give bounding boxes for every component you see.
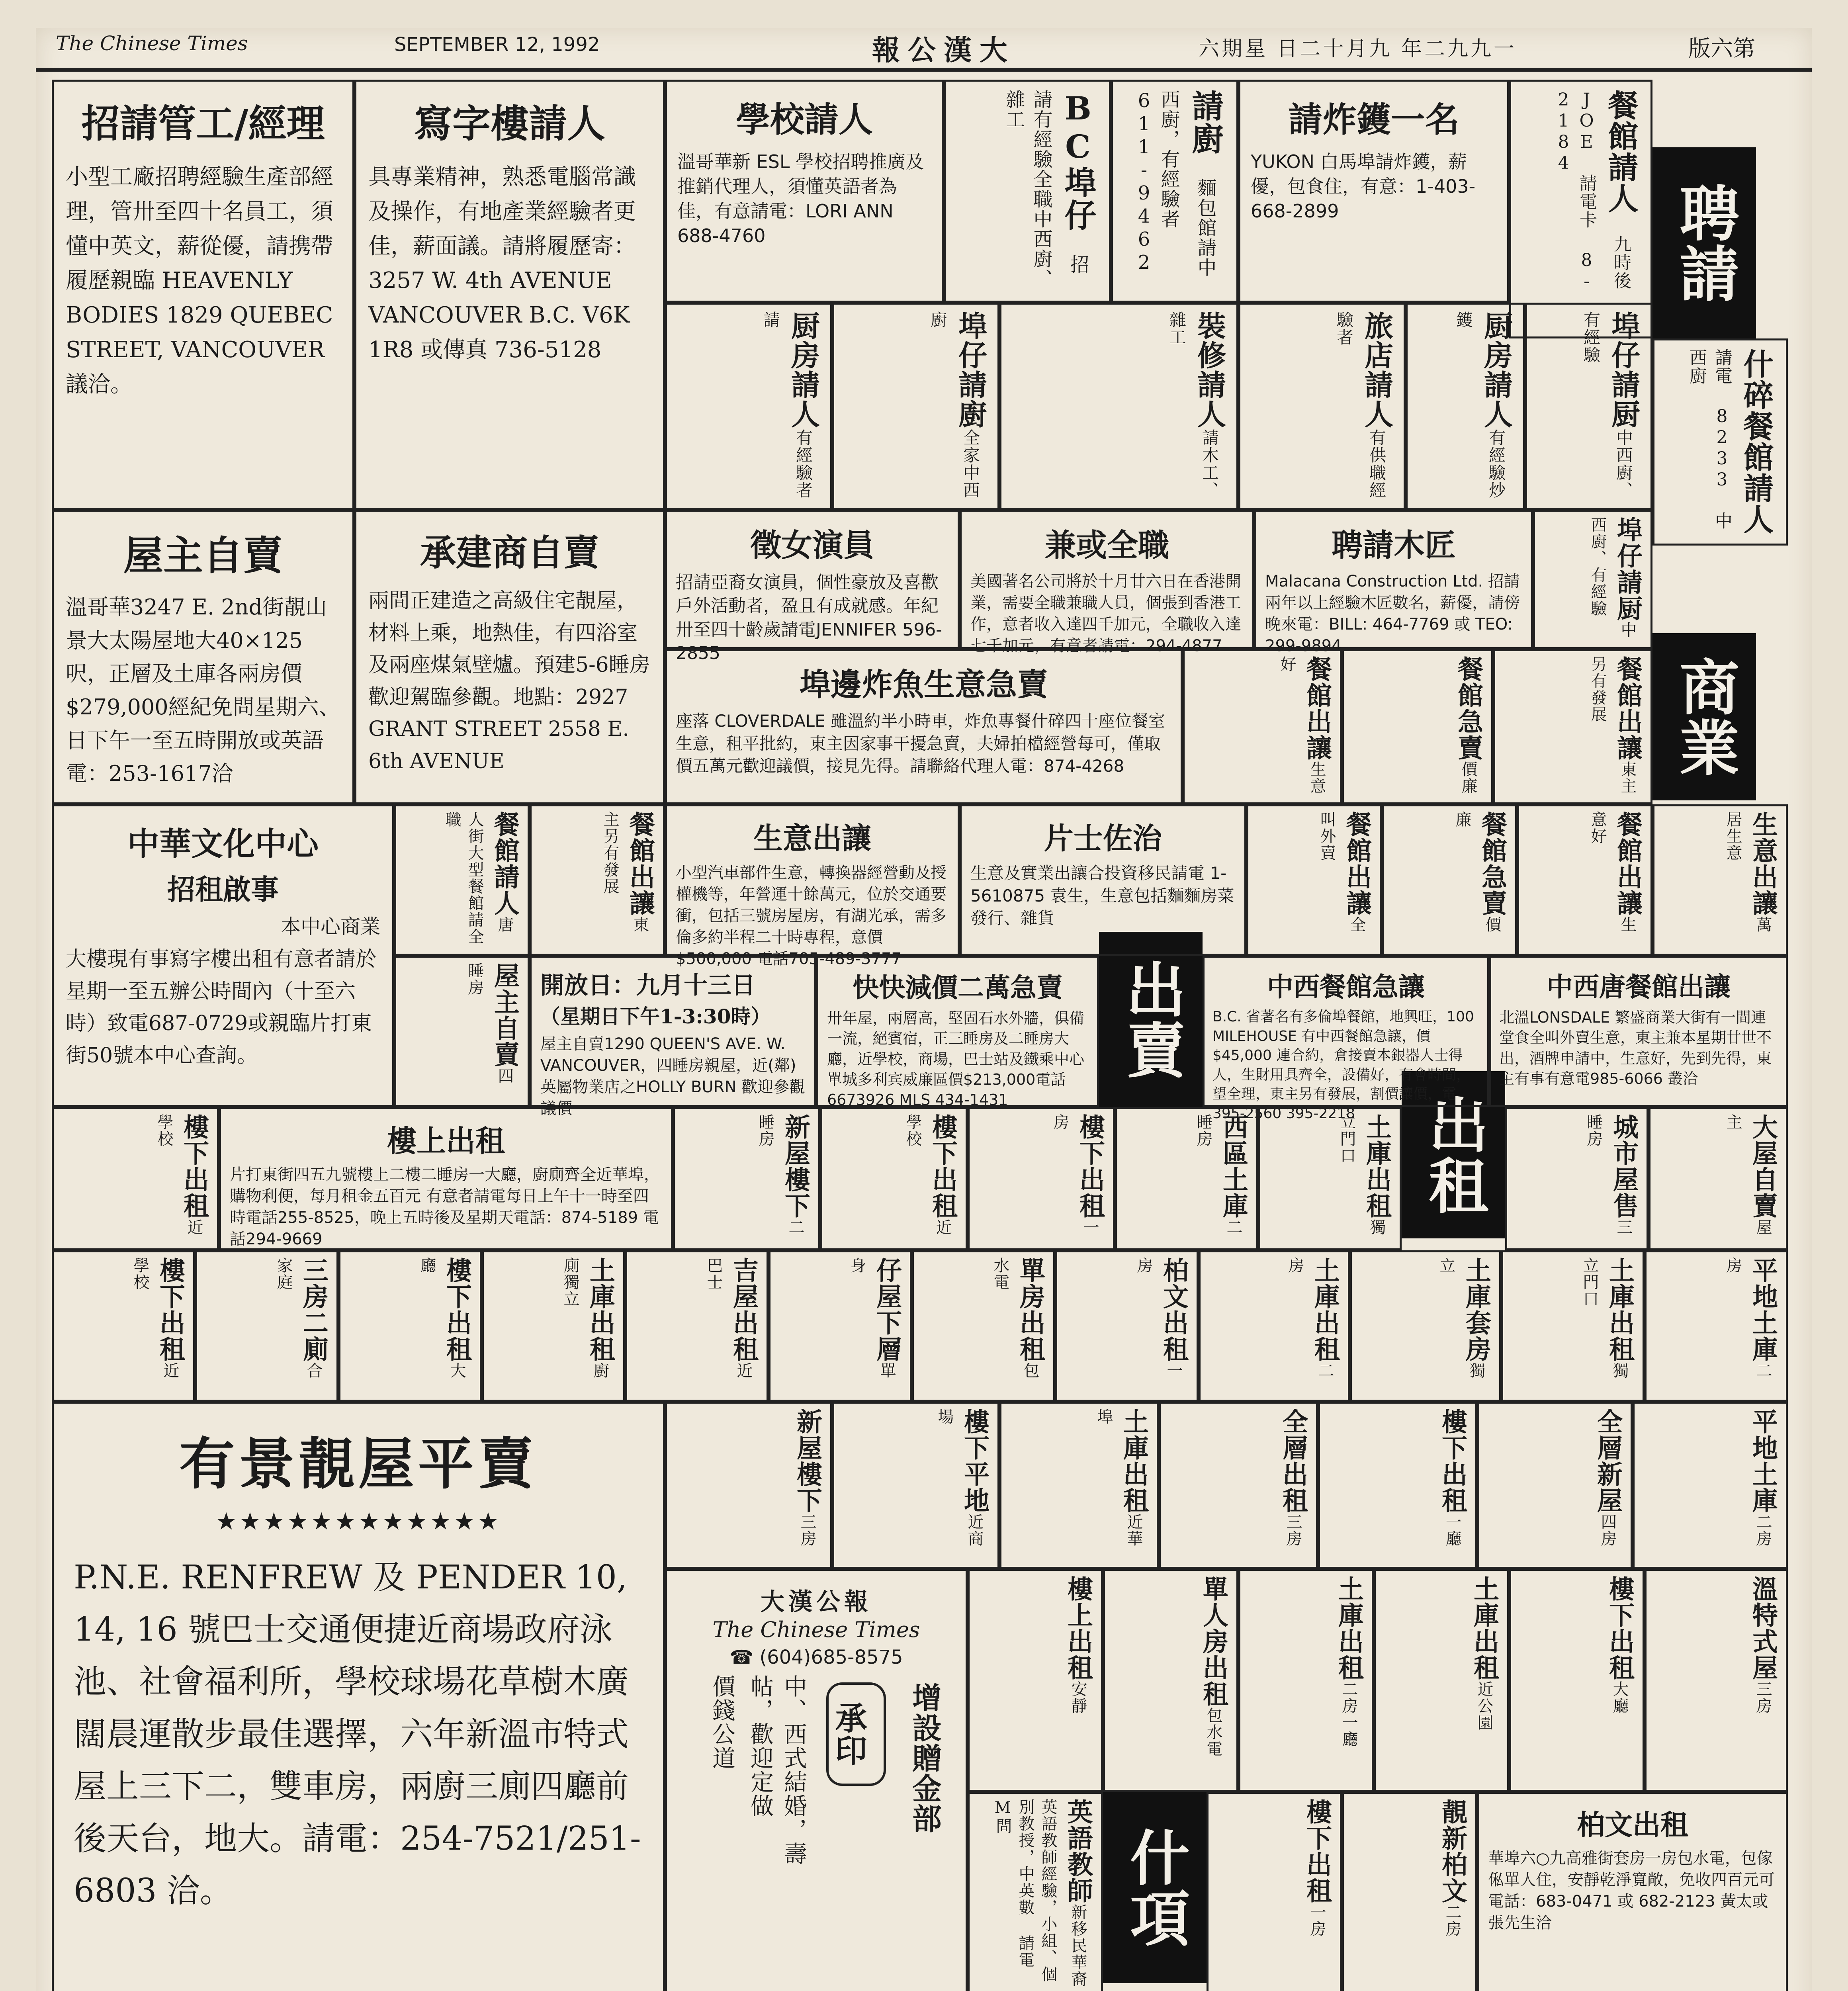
ad-part-full-time [960,510,1254,655]
grid-ad-body: 三房 [1754,1681,1772,1714]
grid-ad-body: 安靜 [1069,1681,1087,1714]
grid-ads-rent-row1b [1505,1107,1788,1250]
grid-ad-title: 餐館出讓 [1342,811,1372,916]
ad-carpenter [1254,510,1533,655]
grid-ad-body: 四房 [1598,1514,1617,1547]
grid-ads-business-1 [1183,649,1652,804]
grid-ad-body: 大廳 [418,1257,466,1379]
ad-fish-fry-title: 埠邊炸魚生意急賣 [799,667,1048,703]
ad-business-transfer-title: 生意出讓 [753,821,871,856]
masthead-paper-name-zh: 報公漢大 [872,33,1015,66]
ct-col-1: 中、西式結婚，壽帖，歡迎定做 [747,1674,807,1866]
grid-ad-body: 四睡房 [465,962,514,1084]
ad-upstairs-rent [219,1107,673,1250]
grid-ad [968,1569,1103,1792]
ad-part-full-time-body: 美國著名公司將於十月廿六日在香港開業，需要全職兼職人員，個張到香港工作，意者收入達四千加元，全職收入達七千加元，有意者請電：294-4877 [970,572,1241,655]
grid-ad [394,956,530,1107]
grid-ad [1505,1107,1649,1250]
ad-bc-cook [944,80,1111,303]
grid-ad-title: 旅店請人 [1360,311,1394,429]
grid-ad [195,1250,338,1402]
grid-ad [1183,649,1342,804]
grid-ad [1159,1402,1318,1569]
ad-contractor-sale-body: 兩間正建造之高級住宅靚屋，材料上乘，地熱佳，有四浴室及兩座煤氣壁爐。預建5-6睡房歡迎駕臨參觀。地點：2927 GRANT STREET 2558 E. 6th AVENUE [368,589,650,773]
ad-restaurant-wanted-body: 九時後 JOE 請電卡 8-2184 [1553,90,1631,292]
ad-fish-fry-body: 座落 CLOVERDALE 雖溫約半小時車，炸魚專餐什碎四十座位餐室生意，租平批約，東主因家事干擾急賣，夫婦拍檔經營每可，僅取價五萬元歡迎議價，接見先得。請聯絡代理人電：874-4268 [676,711,1165,776]
grid-ad [1525,303,1652,510]
grid-ad [665,303,832,510]
grid-ad-body: 生意好 [1278,656,1326,794]
grid-ad [832,1402,999,1569]
ad-chop-suey-body: 請電 8233 中西廚 [1686,348,1732,530]
ad-owner-sale-title: 屋主自賣 [123,532,283,579]
grid-ad-body: 二房 [1724,1257,1772,1379]
grid-ad [1115,1107,1258,1250]
grid-ad [1055,1250,1199,1402]
grid-ad-title: 厨房請人 [786,311,820,429]
masthead-date-en: SEPTEMBER 12, 1992 [394,33,600,56]
grid-ad [1652,804,1788,956]
ad-fast-discount-title: 快快減價二萬急賣 [853,972,1063,1003]
ad-chinese-school [1477,1792,1788,1991]
grid-ad-body: 價廉 [1459,761,1477,794]
grid-ad-title: 全層新屋 [1593,1408,1623,1514]
grid-ad-title: 大屋自賣 [1748,1114,1778,1219]
ad-fry-cook [1238,80,1509,303]
ad-business-transfer [665,804,960,968]
grid-ad-body: 合家庭 [274,1257,323,1379]
grid-ad [1633,1402,1788,1569]
grid-ad-title: 靚新柏文 [1437,1799,1467,1904]
ad-office-body: 具專業精神，熟悉電腦常識及操作，有地產業經驗者更佳，薪面議。請將履歷寄：3257 W. 4th AVENUE VANCOUVER B.C. V6K 1R8 或傳真 736-5128 [368,164,636,363]
grid-ad-body: 萬居生意 [1724,811,1772,933]
grid-ad [999,1402,1159,1569]
grid-ad-body: 廚廁獨立 [561,1257,609,1379]
ad-lonsdale-restaurant-body: 北溫LONSDALE 繁盛商業大街有一間連堂食全叫外賣生意，東主兼本星期廿世不出，酒牌申請中，生意好，先到先得，東主有事有意電985-6066 叢洽 [1499,1009,1772,1087]
grid-ad [1493,649,1652,804]
grid-ad-body: 一廳 [1443,1514,1461,1547]
grid-ad-body: 近華埠 [1095,1408,1143,1547]
grid-ad-body: 三房 [798,1514,816,1547]
grid-ad-body: 東主另有發展 [1588,656,1637,794]
grid-ad-title: 餐館急賣 [1453,656,1483,761]
phone-icon: ☎ [729,1646,754,1668]
grid-ad-body: 屋主 [1724,1114,1772,1236]
grid-ad [1645,1569,1788,1792]
grid-ad-body: 一房 [1134,1257,1183,1379]
grid-ads-rent-row2 [52,1250,1788,1402]
grid-ad-title: 平地土庫 [1748,1257,1778,1362]
newspaper-page [36,28,1812,1991]
grid-ads-business-2 [1246,804,1788,956]
ad-western-restaurant-body: B.C. 省著名有多倫埠餐館，地興旺，100 MILEHOUSE 有中西餐館急讓，價$45,000 連合約，倉接賣本銀器人士得人，生財用具齊全，設備好，有會時間，望全理，東主另有發展，割價讓價，電395-2560 395-2218 [1212,1009,1474,1122]
ad-manager-title: 招請管工/經理 [81,101,325,146]
grid-ad-title: 樓下出租 [1075,1114,1105,1219]
ad-school [665,80,944,303]
grid-ad-title: 樓下出租 [928,1114,958,1219]
category-business: 商業 [1652,633,1756,800]
grid-ad-body: 中西廚、有經驗 [1581,311,1633,499]
grid-ad [338,1250,482,1402]
category-for-sale: 出賣 [1099,932,1203,1107]
grid-ad [1509,1569,1645,1792]
grid-ad [1246,804,1382,956]
category-for-rent: 出租 [1402,1071,1505,1238]
grid-ad-title: 土庫出租 [1605,1257,1635,1362]
grid-ad-title: 土庫出租 [1334,1576,1364,1681]
ad-manager-body: 小型工廠招聘經驗生產部經理，管卅至四十名員工，須懂中英文，薪從優，請携帶履歷親臨 HEAVENLY BODIES 1829 QUEBEC STREET, VANCOUVER 議洽。 [66,164,333,397]
grid-ad-title: 單房出租 [1015,1257,1045,1362]
ad-culture-centre [52,804,394,1107]
ad-office [354,80,665,510]
grid-ad-title: 城市屋售 [1609,1114,1639,1219]
grid-ad-body: 新移民華裔英語教師經驗，小組、個別教授，中英數 請電 M問 [993,1799,1087,1987]
grid-ad-body: 唐人街大型餐館請全職 [443,811,514,945]
grid-ad [1374,1569,1509,1792]
grid-ad-title: 埠仔請厨 [1613,516,1643,622]
masthead-rule [36,68,1812,72]
grid-ad-title: 生意出讓 [1748,811,1778,916]
grid-ad [625,1250,769,1402]
grid-ad-title: 餐館出讓 [1613,811,1643,916]
grid-ad-body: 生意好 [1588,811,1637,933]
ad-restaurant-wanted [1509,80,1652,338]
ad-owner-sale-body: 溫哥華3247 E. 2nd街靚山景大太陽屋地大40×125呎，正層及土庫各兩房價$279,000經紀免問星期六、日下午一至五時開放或英語電：253-1617洽 [66,595,340,786]
ad-actress [665,510,960,664]
grid-ad-title: 全層出租 [1278,1408,1308,1514]
grid-ad-title: 溫特式屋 [1748,1576,1778,1681]
ad-restaurant-wanted-title: 餐館請人 [1603,90,1639,214]
grid-ad-title: 樓下出租 [1605,1576,1635,1681]
ad-chinese-school-body: 華埠六○九高雅街套房一房包水電，包傢俬單人住，安靜乾淨寬敞，免收四百元可電話：683-0471 或 682-2123 黃太或張先生洽 [1488,1849,1775,1932]
grid-ads-rent-row1 [673,1107,1402,1250]
masthead-date-zh: 六期星 日二十月九 年二九九一 [1199,37,1517,61]
ad-fry-cook-body: YUKON 白馬埠請炸鑊，薪優，包食住，有意：1-403-668-2899 [1251,151,1476,222]
ad-culture-centre-subtitle: 招租啟事 [167,873,279,906]
grid-ad-body: 有供職經驗者 [1334,311,1386,499]
grid-ad-title: 樓下出租 [1302,1799,1332,1904]
ad-manager [52,80,354,510]
ad-chinese-school-title: 柏文出租 [1577,1808,1688,1841]
grid-ad-title: 土庫出租 [1119,1408,1149,1514]
grid-ad-title: 新屋樓下 [792,1408,822,1514]
grid-ad-title: 樓上出租 [1063,1576,1093,1681]
ad-chinese-times [665,1569,968,1991]
grid-ads-top [665,303,1652,510]
grid-ad-body: 近學校 [131,1257,179,1379]
grid-ad [1342,1792,1477,1991]
grid-ad-title: 單人房出租 [1199,1576,1228,1707]
masthead-page-number: 版六第 [1688,36,1755,62]
ad-business-transfer-body: 小型汽車部件生意，轉換器經營動及授權機等，年營運十餘萬元，位於交通要衝，包括三號房屋房，有湖光承，需多倫多約半程二十時專程，意價$500,000 電話705-489-3777 [676,864,946,968]
ad-culture-centre-org: 本中心商業 [281,915,380,938]
ad-upstairs-rent-title: 樓上出租 [387,1124,505,1158]
grid-ad-title: 餐館請人 [490,811,520,916]
ad-cook-wanted-body: 麵包館請中西廚，有經驗者 611-9462 [1133,90,1216,278]
grid-ad-title: 仔屋下層 [872,1257,902,1362]
grid-ad-title: 屋主自賣 [490,962,520,1068]
grid-ad-title: 土庫出租 [1362,1114,1392,1219]
grid-ads-rent-row4 [968,1569,1788,1792]
category-hiring: 聘請 [1652,147,1756,338]
grid-ad [1207,1792,1342,1991]
grid-ad [1517,804,1652,956]
grid-ad-body: 獨立 [1437,1257,1485,1379]
grid-ad [1649,1107,1788,1250]
ad-open-house-body: 屋主自賣1290 QUEEN'S AVE. W. VANCOUVER，四睡房親屋，近(鄰)英屬物業店之HOLLY BURN 歡迎參觀議價 [540,1035,806,1118]
ad-open-house-title: 開放日：九月十三日 [540,972,755,999]
grid-ad-body: 全叫外賣 [1318,811,1366,933]
ad-contractor-sale [354,510,665,804]
grid-ad-title: 吉屋出租 [729,1257,759,1362]
grid-ad [1342,649,1493,804]
grid-ad [1382,804,1517,956]
grid-ad-title: 埠仔請厨 [1607,311,1641,429]
grid-ads-rent-row5 [968,1792,1788,1991]
ad-upstairs-rent-body: 片打東街四五九號樓上二樓二睡房一大廳，廚廁齊全近華埠，購物利便，每月租金五百元 有意者請電每日上午十一時至四時電話255-8525，晚上五時後及星期天電話：874-5189 電話294-9669 [230,1166,660,1248]
grid-ad-title: 厨房請人 [1479,311,1513,429]
grid-ad-title: 樓下平地 [960,1408,990,1514]
grid-ad-title: 平地土庫 [1748,1408,1778,1514]
grid-ad-body: 二房 [1754,1514,1772,1547]
grid-ad [1533,510,1652,649]
grid-ad-body: 二房 [1443,1904,1461,1937]
ad-lonsdale-restaurant-title: 中西唐餐館出讓 [1547,971,1731,1002]
grid-ad [968,1792,1103,1991]
grid-ad-title: 樓下出租 [179,1114,209,1219]
grid-ads-rent-row3 [665,1402,1788,1569]
grid-ad-title: 樓下出租 [442,1257,472,1362]
grid-ad-title: 餐館出讓 [625,811,655,916]
grid-ad-body: 價廉 [1453,811,1501,933]
grid-ad-body: 單身 [848,1257,896,1379]
grid-ad-body: 近學校 [155,1114,203,1236]
grid-ad [1318,1402,1477,1569]
grid-ad-body: 東主另有發展 [601,811,649,933]
ad-owner-sale [52,510,354,804]
ad-cook-wanted [1111,80,1238,303]
ad-culture-centre-body: 大樓現有事寫字樓出租有意者請於星期一至五辦公時間內（十至六時）致電687-0729或親臨片打東街50號本中心查詢。 [66,947,377,1068]
grid-ad [912,1250,1055,1402]
grid-ad-body: 近學校 [903,1114,952,1236]
ad-school-body: 溫哥華新 ESL 學校招聘推廣及推銷代理人，須懂英語者為佳，有意請電：LORI ANN 688-4760 [677,151,924,247]
grid-ad-body: 近巴士 [704,1257,753,1379]
grid-ad-title: 裝修請人 [1193,311,1226,429]
ct-phone [679,1646,954,1668]
grid-ad-body: 一房 [1308,1904,1326,1937]
grid-ad-title: 餐館急賣 [1477,811,1507,916]
grid-ad [1238,1569,1374,1792]
grid-ad [665,1402,832,1569]
ct-paper-zh: 大漢公報 [761,1588,872,1616]
grid-ad-body: 中西廚、有經驗 [1588,516,1637,638]
ad-bc-cook-title: BC埠仔 [1059,90,1097,231]
grid-ad-body: 二睡房 [756,1114,804,1236]
grid-ad-body: 近商場 [935,1408,984,1547]
grid-ad-body: 包水電 [991,1257,1039,1379]
grid-ad-body: 全家中西廚 [928,311,980,499]
ct-phone-number: (604)685-8575 [759,1646,903,1668]
ad-actress-body: 招請亞裔女演員，個性豪放及喜歡戶外活動者，盈且有成就感。年紀卅至四十齡歲請電JENNIFER 596-2855 [676,572,943,664]
grid-ad-title: 樓下出租 [1437,1408,1467,1514]
grid-ad-title: 土庫出租 [1469,1576,1499,1681]
ct-stamp: 承印 [826,1682,886,1786]
grid-ad-title: 餐館出讓 [1613,656,1643,761]
ad-view-house-stars: ★★★★★★★★★★★★ [215,1508,501,1535]
grid-ad [394,804,530,956]
category-misc: 什項 [1103,1792,1207,1983]
grid-ad-title: 西區土庫 [1218,1114,1248,1219]
grid-ad [1199,1250,1350,1402]
ad-carpenter-body: Malacana Construction Ltd. 招請兩年以上經驗木匠數名，薪優，請傍晚來電：BILL: 464-7769 或 TEO: 299-9894 [1265,572,1520,655]
ad-bc-cook-body: 招請有經驗全職中西廚、雜工 [1003,90,1089,289]
grid-ad-body: 請木工、雜工 [1167,311,1219,499]
ad-fast-discount [816,956,1099,1107]
grid-ad [968,1107,1115,1250]
grid-ad [999,303,1238,510]
ad-fish-fry [665,649,1183,804]
grid-ad [1406,303,1525,510]
ad-school-title: 學校請人 [736,100,873,140]
ad-fry-cook-title: 請炸鑊一名 [1288,100,1459,140]
ad-carpenter-title: 聘請木匠 [1331,527,1456,563]
masthead-paper-name-en: The Chinese Times [56,32,248,55]
grid-ad-body: 二睡房 [1194,1114,1242,1236]
grid-ad-title: 柏文出租 [1159,1257,1189,1362]
grid-ad-body: 有經驗者請 [761,311,813,499]
ad-pizza-title: 片士佐治 [1044,821,1162,856]
grid-ad-body: 二房一廳 [1340,1681,1358,1748]
grid-ad [482,1250,625,1402]
grid-ad-title: 土庫出租 [585,1257,615,1362]
ad-view-house [52,1402,665,1991]
grid-ad-title: 新屋樓下 [780,1114,810,1219]
ct-col-2: 價錢公道 [708,1674,735,1770]
ad-western-restaurant [1203,956,1489,1122]
grid-ad [530,804,665,956]
grid-ad-title: 英語教師 [1063,1799,1093,1904]
grid-ad-body: 包水電 [1204,1707,1222,1757]
grid-ad-title: 三房二廁 [299,1257,329,1362]
ad-pizza-body: 生意及實業出讓合投資移民請電 1-5610875 袁生，生意包括麵麵房菜發行、雜貨 [970,863,1234,928]
ad-contractor-sale-title: 承建商自賣 [420,532,599,574]
grid-ad [1477,1402,1633,1569]
ad-actress-title: 徵女演員 [750,527,874,563]
grid-ad [1645,1250,1788,1402]
grid-ad-body: 一房 [1051,1114,1099,1236]
grid-ad-body: 大廳 [1610,1681,1629,1714]
grid-ad-title: 土庫套房 [1461,1257,1491,1362]
ad-culture-centre-title: 中華文化中心 [127,825,319,863]
grid-ad-body: 獨立門口 [1580,1257,1629,1379]
ad-western-restaurant-title: 中西餐館急讓 [1267,971,1425,1002]
grid-ad-title: 樓下出租 [155,1257,185,1362]
ad-open-house-time: （星期日下午1-3:30時） [540,1005,771,1028]
ad-open-house [530,956,816,1118]
grid-ad-title: 土庫出租 [1310,1257,1340,1362]
ad-view-house-body: P.N.E. RENFREW 及 PENDER 10, 14, 16 號巴士交通便捷近商場政府泳池、社會福利所，學校球場花草樹木廣闊晨運散步最佳選擇，六年新溫市特式屋上三下二，雙車房，兩廚三廁四廳前後天台，地大。請電：254-7521/251-6803 洽。 [74,1559,641,1910]
grid-ad [52,1107,219,1250]
grid-ad [1238,303,1406,510]
grid-ad-title: 埠仔請廚 [954,311,988,429]
grid-ad-body: 近公園 [1475,1681,1493,1731]
grid-ad-title: 餐館出讓 [1302,656,1332,761]
grid-ad [1501,1250,1645,1402]
ad-lonsdale-restaurant [1489,956,1788,1107]
ad-fast-discount-body: 卅年屋，兩層高，堅固石水外牆，俱備一流，絕賓宿，正三睡房及二睡房大廳，近學校，商場，巴士站及鐵乘中心單城多利宾威廉區價$213,000電話6673926 MLS 434-1431 [827,1009,1085,1109]
grid-ad-body: 三房 [1284,1514,1302,1547]
grid-ad [1103,1569,1238,1792]
ad-office-title: 寫字樓請人 [414,101,605,146]
grid-ad-body: 三睡房 [1584,1114,1633,1236]
ad-chop-suey-title: 什碎餐館請人 [1738,348,1774,535]
grid-ad [673,1107,820,1250]
ct-paper-en: The Chinese Times [712,1617,920,1642]
grid-ad-body: 二房 [1286,1257,1334,1379]
ct-dept: 增設贈金部 [907,1682,942,1834]
grid-ad-body: 有經驗炒鑊 [1454,311,1506,499]
ad-part-full-time-title: 兼或全職 [1044,527,1169,563]
ad-view-house-title: 有景靚屋平賣 [179,1432,538,1497]
grid-ad [769,1250,912,1402]
grid-ad [820,1107,968,1250]
ad-cook-wanted-title: 請廚 [1187,90,1224,155]
grid-ad [1350,1250,1501,1402]
grid-ad [1258,1107,1402,1250]
ad-pizza [960,804,1246,956]
grid-ad-body: 獨立門口 [1338,1114,1386,1236]
grid-ad [832,303,999,510]
ad-chop-suey [1652,338,1788,546]
grid-ad [52,1250,195,1402]
